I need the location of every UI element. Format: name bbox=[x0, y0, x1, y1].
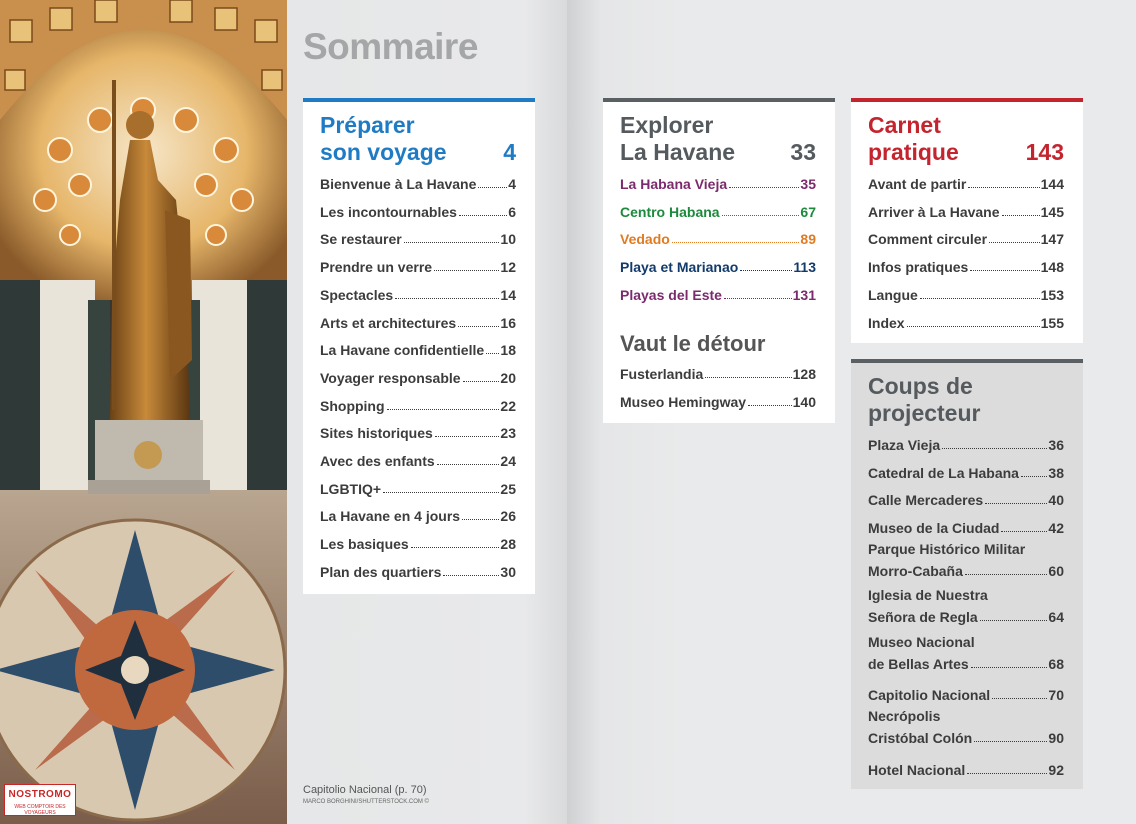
toc-entry-page: 36 bbox=[1048, 437, 1064, 453]
toc-entry[interactable] bbox=[320, 394, 516, 414]
toc-entry-page: 113 bbox=[793, 259, 816, 276]
toc-entry-label: Arriver à La Havane bbox=[868, 203, 1000, 220]
toc-entry[interactable] bbox=[320, 366, 516, 386]
toc-entry-page: 18 bbox=[500, 342, 516, 359]
leader-dots bbox=[459, 215, 507, 216]
section-bar bbox=[603, 98, 835, 102]
toc-entry-page: 24 bbox=[500, 453, 516, 469]
leader-dots bbox=[404, 242, 500, 243]
toc-entry-label: Voyager responsable bbox=[320, 369, 461, 386]
toc-entry-label: Museo Hemingway bbox=[620, 394, 747, 410]
toc-entry[interactable] bbox=[868, 433, 1064, 453]
toc-entry[interactable] bbox=[320, 200, 516, 220]
toc-entry[interactable] bbox=[620, 172, 816, 192]
toc-entry-label: Plaza Vieja bbox=[868, 437, 941, 453]
toc-entry-page: 67 bbox=[800, 203, 816, 220]
toc-entry-page: 40 bbox=[1048, 492, 1064, 509]
leader-dots bbox=[989, 242, 1040, 243]
toc-entry[interactable] bbox=[320, 338, 516, 358]
section-explorer bbox=[603, 98, 835, 423]
leader-dots bbox=[434, 270, 499, 271]
section-preparer bbox=[303, 98, 535, 594]
toc-entry-label: Señora de Regla bbox=[868, 609, 978, 626]
toc-entry[interactable] bbox=[868, 541, 1064, 579]
section-heading bbox=[868, 373, 980, 427]
section-bar bbox=[303, 98, 535, 102]
toc-entry-page: 6 bbox=[508, 203, 516, 220]
toc-entry-label: Fusterlandia bbox=[620, 366, 704, 382]
toc-entry[interactable] bbox=[620, 283, 816, 303]
toc-entry-page: 16 bbox=[500, 314, 516, 331]
section-heading bbox=[620, 112, 735, 166]
leader-dots bbox=[974, 741, 1047, 742]
toc-entry-label: Arts et architectures bbox=[320, 314, 457, 331]
section-page[interactable]: 4 bbox=[503, 139, 516, 165]
toc-entry[interactable] bbox=[320, 227, 516, 247]
toc-entry[interactable] bbox=[868, 283, 1064, 303]
leader-dots bbox=[672, 242, 800, 243]
toc-entry-label: Infos pratiques bbox=[868, 259, 969, 276]
toc-entry-label: LGBTIQ+ bbox=[320, 480, 382, 497]
page-title: Sommaire bbox=[303, 26, 478, 67]
leader-dots bbox=[705, 377, 791, 378]
toc-entry[interactable] bbox=[620, 227, 816, 247]
toc-entry-label-line1: Parque Histórico Militar bbox=[868, 540, 1026, 557]
toc-entry-label: Centro Habana bbox=[620, 203, 720, 220]
toc-entry[interactable] bbox=[868, 587, 1064, 625]
toc-entry[interactable] bbox=[868, 461, 1064, 481]
toc-entry-page: 4 bbox=[508, 176, 516, 192]
toc-entry-label: Sites historiques bbox=[320, 425, 433, 442]
leader-dots bbox=[383, 492, 499, 493]
section-page[interactable]: 33 bbox=[790, 139, 816, 165]
toc-entry[interactable] bbox=[320, 532, 516, 552]
toc-entry-page: 89 bbox=[800, 231, 816, 248]
leader-dots bbox=[907, 326, 1040, 327]
toc-entry-page: 35 bbox=[800, 176, 816, 192]
toc-entry[interactable] bbox=[868, 227, 1064, 247]
leader-dots bbox=[970, 270, 1039, 271]
toc-entry-page: 70 bbox=[1048, 687, 1064, 704]
toc-entry[interactable] bbox=[620, 200, 816, 220]
toc-entry-page: 148 bbox=[1040, 259, 1064, 276]
leader-dots bbox=[458, 326, 499, 327]
leader-dots bbox=[411, 547, 500, 548]
section-coups bbox=[851, 359, 1083, 789]
toc-entry-page: 155 bbox=[1040, 314, 1064, 331]
toc-entry-label: La Habana Vieja bbox=[620, 176, 728, 192]
toc-entry-page: 28 bbox=[500, 536, 516, 553]
toc-entry-label: Les incontournables bbox=[320, 203, 457, 220]
toc-entry-page: 140 bbox=[792, 394, 816, 410]
toc-entry-page: 25 bbox=[500, 480, 516, 497]
toc-entry-label: Playas del Este bbox=[620, 286, 722, 303]
toc-entry-page: 92 bbox=[1048, 761, 1064, 778]
leader-dots bbox=[942, 448, 1047, 449]
toc-entry[interactable] bbox=[868, 516, 1064, 536]
toc-entry[interactable] bbox=[868, 758, 1064, 778]
section-heading bbox=[320, 112, 447, 166]
section-heading bbox=[868, 112, 959, 166]
leader-dots bbox=[463, 381, 500, 382]
toc-entry-page: 68 bbox=[1048, 655, 1064, 672]
toc-entry-label: Vedado bbox=[620, 231, 670, 248]
toc-entry-page: 42 bbox=[1048, 520, 1064, 537]
leader-dots bbox=[443, 575, 499, 576]
heading-line1: Explorer bbox=[620, 112, 714, 138]
toc-entry[interactable] bbox=[320, 421, 516, 441]
toc-entry-label: Bienvenue à La Havane bbox=[320, 176, 477, 192]
toc-entry-label-line1: Necrópolis bbox=[868, 708, 941, 724]
heading-line2: pratique bbox=[868, 139, 959, 165]
heading-line2: son voyage bbox=[320, 139, 447, 165]
toc-entry-label: Se restaurer bbox=[320, 231, 402, 248]
leader-dots bbox=[965, 574, 1048, 575]
toc-entry-page: 26 bbox=[500, 508, 516, 525]
toc-entry-page: 10 bbox=[500, 231, 516, 248]
leader-dots bbox=[1002, 215, 1040, 216]
toc-entry-page: 147 bbox=[1040, 231, 1064, 248]
badge-title: NOSTROMO bbox=[8, 789, 72, 800]
toc-entry-page: 30 bbox=[500, 563, 516, 580]
toc-entry[interactable] bbox=[320, 560, 516, 580]
leader-dots bbox=[920, 298, 1040, 299]
toc-entry-page: 131 bbox=[792, 286, 816, 303]
leader-dots bbox=[724, 298, 792, 299]
toc-entry[interactable] bbox=[868, 708, 1064, 746]
toc-entry-page: 153 bbox=[1040, 286, 1064, 303]
toc-entry-page: 23 bbox=[500, 425, 516, 442]
toc-entry-label: Avant de partir bbox=[868, 176, 967, 192]
toc-entry-label: Plan des quartiers bbox=[320, 563, 442, 580]
leader-dots bbox=[486, 353, 499, 354]
heading-line1: Coups de bbox=[868, 373, 973, 399]
toc-entry-label: Prendre un verre bbox=[320, 259, 433, 276]
leader-dots bbox=[729, 187, 799, 188]
toc-entry-page: 60 bbox=[1048, 562, 1064, 579]
leader-dots bbox=[462, 519, 499, 520]
toc-entry-label: Museo de la Ciudad bbox=[868, 520, 1000, 537]
toc-entry[interactable] bbox=[868, 634, 1064, 672]
toc-entry-page: 38 bbox=[1048, 464, 1064, 481]
toc-entry-page: 145 bbox=[1040, 203, 1064, 220]
section-bar bbox=[851, 359, 1083, 363]
toc-entry-label: La Havane confidentielle bbox=[320, 342, 485, 359]
toc-entry-label: Index bbox=[868, 314, 905, 331]
photo-credit: MARCO BORGHINI/SHUTTERSTOCK.COM © bbox=[303, 799, 429, 805]
leader-dots bbox=[985, 503, 1047, 504]
detour-heading: Vaut le détour bbox=[620, 331, 766, 356]
toc-entry-label: Hotel Nacional bbox=[868, 761, 966, 778]
leader-dots bbox=[748, 405, 792, 406]
heading-line1: Carnet bbox=[868, 112, 941, 138]
toc-entry-label: Shopping bbox=[320, 397, 385, 414]
leader-dots bbox=[1021, 476, 1047, 477]
leader-dots bbox=[1001, 531, 1047, 532]
toc-entry-label: Comment circuler bbox=[868, 231, 988, 248]
leader-dots bbox=[980, 620, 1048, 621]
leader-dots bbox=[722, 215, 800, 216]
heading-line2: La Havane bbox=[620, 139, 736, 165]
leader-dots bbox=[478, 187, 507, 188]
leader-dots bbox=[395, 298, 499, 299]
toc-entry-label: Capitolio Nacional bbox=[868, 687, 991, 704]
toc-entry-page: 64 bbox=[1048, 609, 1064, 626]
heading-line2: projecteur bbox=[868, 400, 981, 426]
toc-entry[interactable] bbox=[320, 449, 516, 469]
toc-entry[interactable] bbox=[868, 488, 1064, 508]
toc-entry-label: Spectacles bbox=[320, 286, 394, 303]
toc-entry[interactable] bbox=[868, 311, 1064, 331]
heading-line1: Préparer bbox=[320, 112, 415, 138]
toc-entry[interactable] bbox=[320, 504, 516, 524]
toc-entry[interactable] bbox=[868, 200, 1064, 220]
leader-dots bbox=[437, 464, 500, 465]
toc-entry-page: 20 bbox=[500, 369, 516, 386]
toc-entry[interactable] bbox=[868, 172, 1064, 192]
toc-entry-label: Les basiques bbox=[320, 536, 409, 553]
toc-entry[interactable] bbox=[620, 255, 816, 275]
toc-entry-page: 90 bbox=[1048, 730, 1064, 746]
leader-dots bbox=[992, 698, 1047, 699]
leader-dots bbox=[387, 409, 500, 410]
toc-entry-label: Playa et Marianao bbox=[620, 259, 739, 276]
toc-entry-label: de Bellas Artes bbox=[868, 655, 969, 672]
toc-entry-label: Catedral de La Habana bbox=[868, 464, 1019, 481]
toc-entry[interactable] bbox=[320, 477, 516, 497]
toc-entry[interactable] bbox=[868, 683, 1064, 703]
leader-dots bbox=[968, 187, 1039, 188]
toc-entry[interactable] bbox=[320, 172, 516, 192]
toc-entry-page: 12 bbox=[500, 259, 516, 276]
leader-dots bbox=[971, 667, 1048, 668]
toc-entry-label-line1: Iglesia de Nuestra bbox=[868, 587, 988, 604]
toc-entry[interactable] bbox=[320, 311, 516, 331]
section-page[interactable]: 143 bbox=[1025, 139, 1064, 165]
nostromo-badge bbox=[4, 784, 76, 816]
badge-subtitle: WEB COMPTOIR DES VOYAGEURS bbox=[14, 804, 66, 816]
toc-entry[interactable] bbox=[620, 362, 816, 382]
toc-entry[interactable] bbox=[320, 283, 516, 303]
section-bar bbox=[851, 98, 1083, 102]
toc-entry[interactable] bbox=[868, 255, 1064, 275]
toc-entry-label: Cristóbal Colón bbox=[868, 730, 973, 746]
section-carnet bbox=[851, 98, 1083, 343]
toc-entry-page: 144 bbox=[1040, 176, 1064, 192]
toc-entry-label: Morro-Cabaña bbox=[868, 562, 963, 579]
toc-entry-label: Langue bbox=[868, 286, 918, 303]
cover-photo-capitolio bbox=[0, 0, 287, 824]
toc-entry-label-line1: Museo Nacional bbox=[868, 633, 975, 650]
toc-entry-page: 14 bbox=[500, 286, 516, 303]
toc-entry[interactable] bbox=[620, 390, 816, 410]
leader-dots bbox=[740, 270, 792, 271]
leader-dots bbox=[435, 436, 500, 437]
toc-entry-label: Calle Mercaderes bbox=[868, 492, 984, 509]
leader-dots bbox=[967, 773, 1047, 774]
toc-entry-page: 22 bbox=[500, 397, 516, 414]
toc-entry-label: La Havane en 4 jours bbox=[320, 508, 461, 525]
toc-entry[interactable] bbox=[320, 255, 516, 275]
toc-entry-label: Avec des enfants bbox=[320, 453, 435, 469]
toc-entry-page: 128 bbox=[792, 366, 816, 382]
photo-caption: Capitolio Nacional (p. 70) bbox=[303, 784, 427, 796]
